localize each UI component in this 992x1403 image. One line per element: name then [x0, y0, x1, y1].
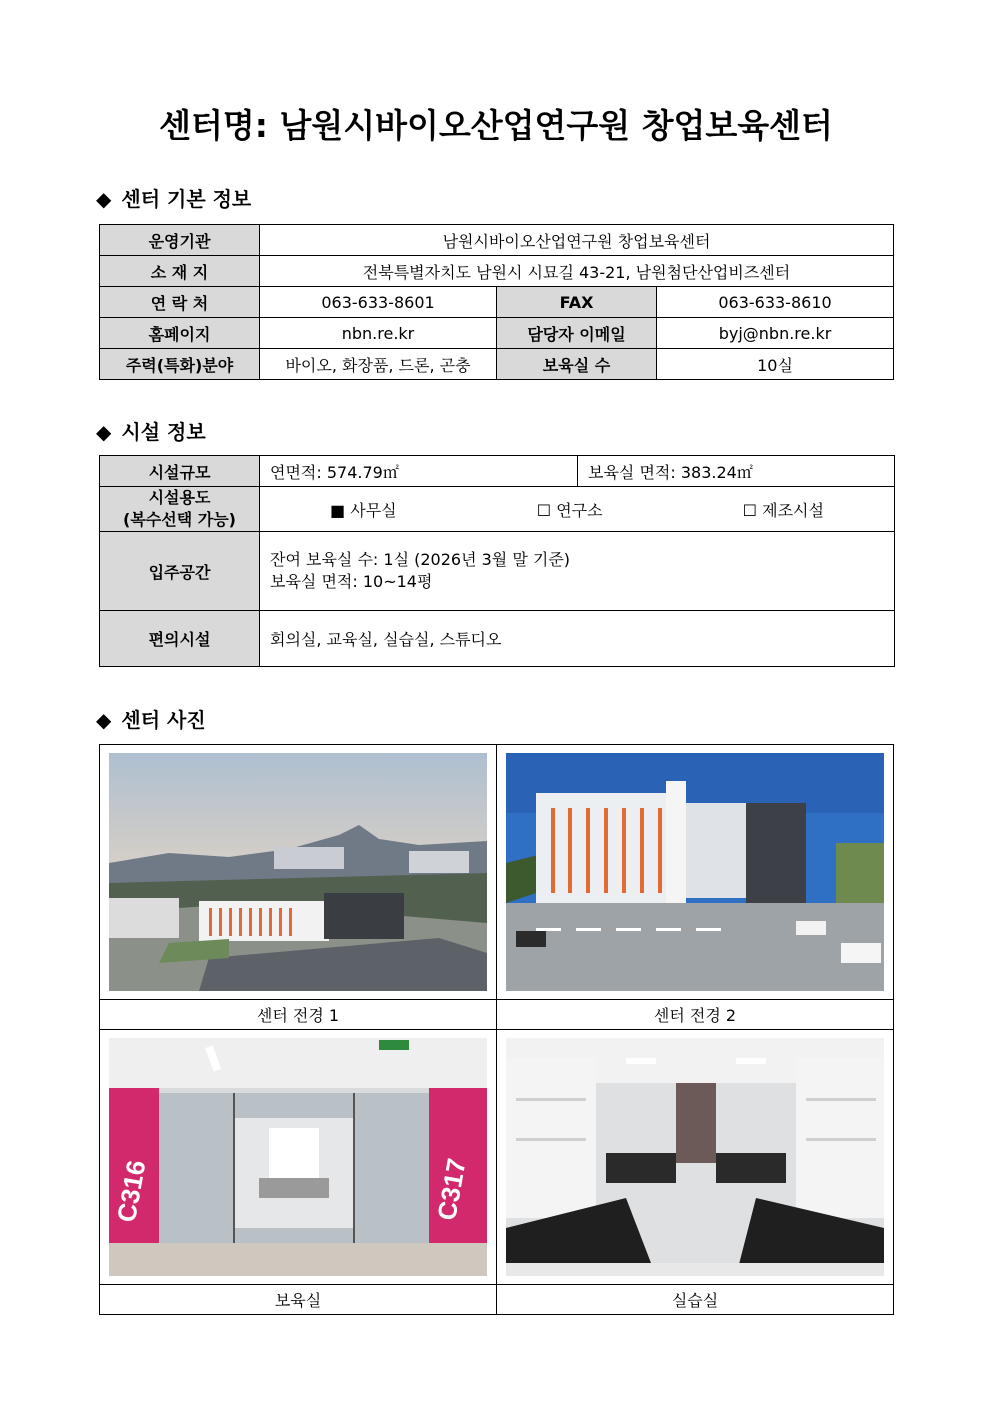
homepage-label: 홈페이지 [100, 318, 260, 349]
section-heading-basic [96, 183, 251, 212]
rooms-label: 보육실 수 [497, 349, 657, 380]
space-value [260, 532, 895, 611]
address-label: 소 재 지 [100, 256, 260, 287]
space-line-1: 잔여 보육실 수: 1실 (2026년 3월 말 기준) [270, 550, 571, 569]
diamond-bullet-icon: ◆ [96, 187, 112, 211]
basic-info-table [99, 224, 894, 380]
photo-exterior-2 [506, 753, 884, 991]
email-value[interactable]: byj@nbn.re.kr [657, 318, 894, 349]
fax-label: FAX [497, 287, 657, 318]
operator-label: 운영기관 [100, 225, 260, 256]
section-heading-photos [96, 704, 206, 733]
photo-cell [100, 745, 497, 1000]
photo-caption: 센터 전경 2 [497, 1000, 894, 1030]
diamond-bullet-icon: ◆ [96, 420, 112, 444]
amenity-label: 편의시설 [100, 611, 260, 667]
usage-option-label: 제조시설 [762, 500, 824, 520]
usage-label-line2: (복수선택 가능) [123, 510, 236, 529]
photo-cell [100, 1030, 497, 1285]
door-number-right: C317 [431, 1156, 472, 1223]
usage-option-label: 사무실 [350, 500, 397, 520]
usage-label [100, 487, 260, 532]
section-title: 시설 정보 [121, 420, 206, 444]
photo-caption: 실습실 [497, 1285, 894, 1315]
total-area-value: 연면적: 574.79㎡ [260, 456, 578, 487]
operator-value: 남원시바이오산업연구원 창업보육센터 [260, 225, 894, 256]
field-value: 바이오, 화장품, 드론, 곤충 [260, 349, 497, 380]
room-area-value: 보육실 면적: 383.24㎡ [578, 456, 895, 487]
field-label: 주력(특화)분야 [100, 349, 260, 380]
photo-caption: 센터 전경 1 [100, 1000, 497, 1030]
usage-option-label: 연구소 [556, 500, 603, 520]
section-title: 센터 기본 정보 [121, 187, 252, 211]
email-label: 담당자 이메일 [497, 318, 657, 349]
section-heading-facility [96, 416, 206, 445]
checkbox-checked-icon: ■ [330, 500, 346, 520]
photo-cell [497, 745, 894, 1000]
door-number-left: C316 [111, 1157, 152, 1225]
homepage-value[interactable]: nbn.re.kr [260, 318, 497, 349]
photo-lab-room [506, 1038, 884, 1276]
checkbox-empty-icon: ☐ [536, 500, 552, 520]
contact-value: 063-633-8601 [260, 287, 497, 318]
usage-option-office[interactable] [330, 498, 397, 521]
diamond-bullet-icon: ◆ [96, 708, 112, 732]
space-line-2: 보육실 면적: 10~14평 [270, 572, 433, 591]
photo-table [99, 744, 894, 1315]
usage-option-factory[interactable] [743, 498, 824, 521]
usage-label-line1: 시설용도 [148, 488, 211, 507]
page-title: 센터명: 남원시바이오산업연구원 창업보육센터 [159, 106, 833, 145]
space-label: 입주공간 [100, 532, 260, 611]
contact-label: 연 락 처 [100, 287, 260, 318]
facility-info-table [99, 455, 895, 667]
usage-options [260, 487, 895, 532]
checkbox-empty-icon: ☐ [742, 500, 758, 520]
scale-label: 시설규모 [100, 456, 260, 487]
photo-caption: 보육실 [100, 1285, 497, 1315]
rooms-value: 10실 [657, 349, 894, 380]
fax-value: 063-633-8610 [657, 287, 894, 318]
photo-cell [497, 1030, 894, 1285]
photo-exterior-1 [109, 753, 487, 991]
photo-incubation-room [109, 1038, 487, 1276]
section-title: 센터 사진 [121, 708, 206, 732]
address-value: 전북특별자치도 남원시 시묘길 43-21, 남원첨단산업비즈센터 [260, 256, 894, 287]
amenity-value: 회의실, 교육실, 실습실, 스튜디오 [260, 611, 895, 667]
usage-option-lab[interactable] [537, 498, 603, 521]
